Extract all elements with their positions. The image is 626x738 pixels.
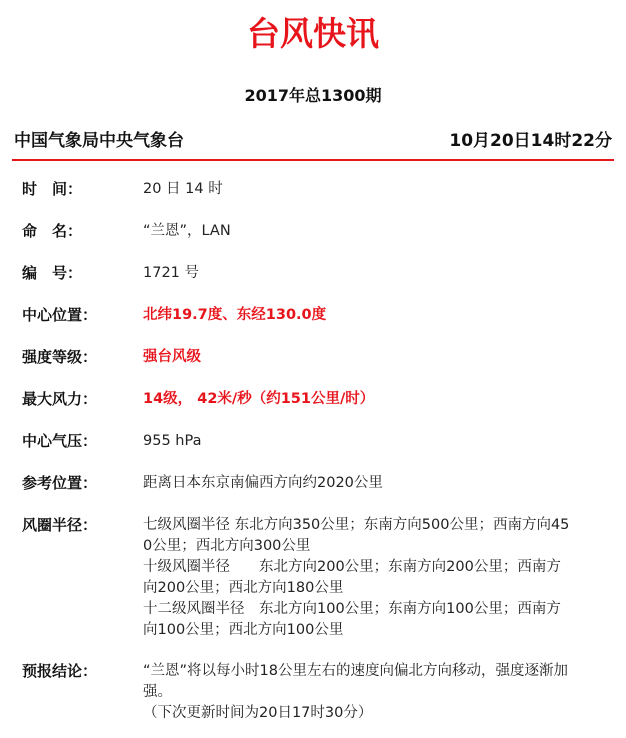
field-label: 中心位置： xyxy=(22,306,98,324)
wind-radius-line: 向200公里；西北方向180公里 xyxy=(143,580,344,596)
field-value: 955 hPa xyxy=(143,433,202,449)
field-value-multiline xyxy=(143,661,609,724)
publish-datetime: 10月20日14时22分 xyxy=(449,131,612,151)
field-label: 中心气压： xyxy=(22,432,98,450)
field-value: “兰恩”，LAN xyxy=(143,223,231,239)
issue-number: 2017年总1300期 xyxy=(244,86,382,105)
wind-radius-line: 向100公里；西北方向100公里 xyxy=(143,622,344,638)
wind-radius-line: 十二级风圈半径 东北方向100公里；东南方向100公里；西南方 xyxy=(143,601,561,617)
forecast-line: （下次更新时间为20日17时30分） xyxy=(143,705,373,721)
field-label: 强度等级： xyxy=(22,348,98,366)
wind-radius-line: 七级风圈半径 东北方向350公里；东南方向500公里；西南方向45 xyxy=(143,517,570,533)
field-value: 距离日本东京南偏西方向约2020公里 xyxy=(143,475,383,491)
field-label: 编 号： xyxy=(22,264,83,282)
header-row xyxy=(14,128,612,154)
field-label: 风圈半径： xyxy=(22,516,98,534)
wind-radius-line: 十级风圈半径 东北方向200公里；东南方向200公里；西南方 xyxy=(143,559,561,575)
forecast-line: 强。 xyxy=(143,684,172,700)
field-value: 1721 号 xyxy=(143,265,200,281)
field-value: 北纬19.7度、东经130.0度 xyxy=(143,307,327,323)
field-value: 14级， 42米/秒（约151公里/时） xyxy=(143,391,375,407)
field-label: 参考位置： xyxy=(22,474,98,492)
field-label: 命 名： xyxy=(22,222,83,240)
field-label: 时 间： xyxy=(22,180,83,198)
wind-radius-line: 0公里；西北方向300公里 xyxy=(143,538,311,554)
forecast-line: “兰恩”将以每小时18公里左右的速度向偏北方向移动，强度逐渐加 xyxy=(143,663,568,679)
page-title: 台风快讯 xyxy=(247,14,379,53)
field-value: 20 日 14 时 xyxy=(143,181,223,197)
field-value: 强台风级 xyxy=(143,349,201,365)
agency-name: 中国气象局中央气象台 xyxy=(14,131,184,151)
field-label: 预报结论： xyxy=(22,662,98,680)
header-divider xyxy=(12,159,614,161)
field-label: 最大风力： xyxy=(22,390,98,408)
field-value-multiline xyxy=(143,515,609,641)
